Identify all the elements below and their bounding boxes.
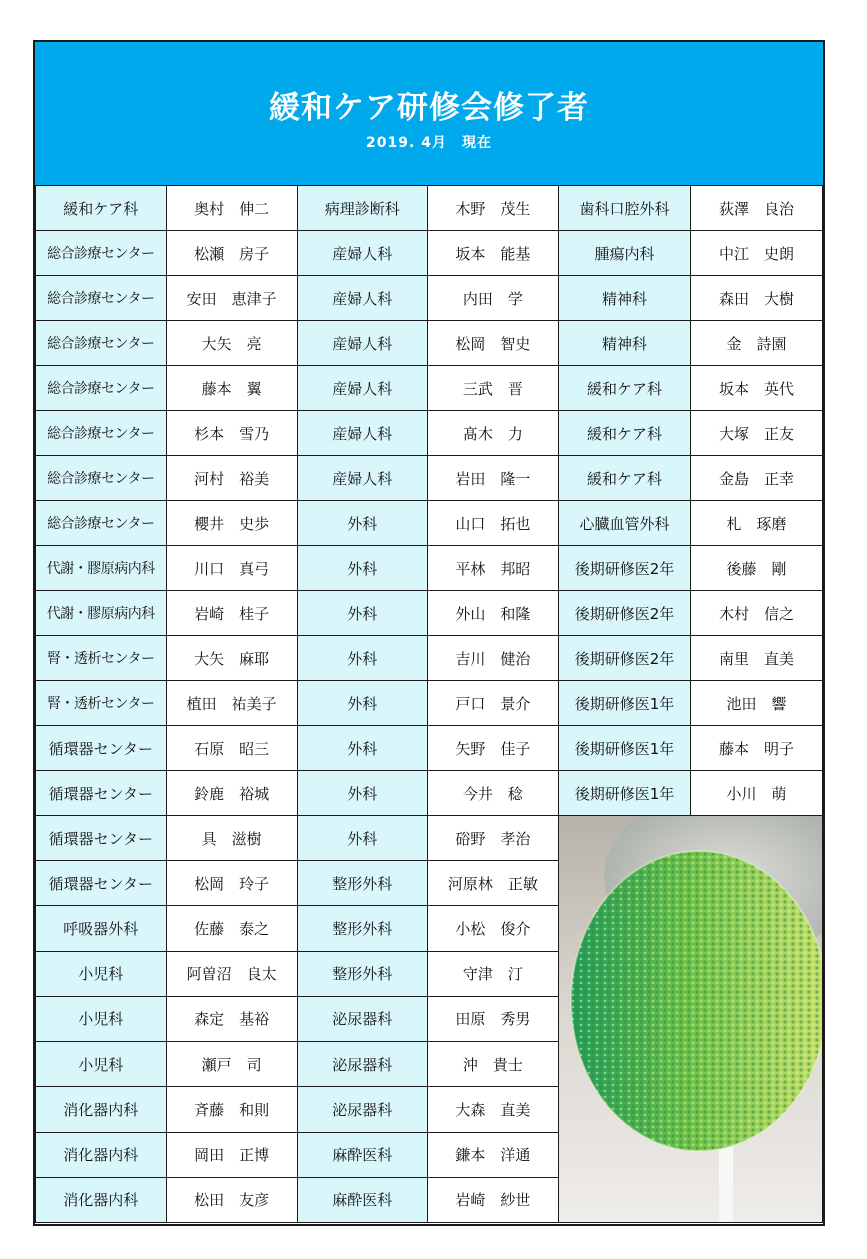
department-cell: 消化器内科 <box>36 1087 167 1132</box>
name-cell: 木野 茂生 <box>427 186 558 231</box>
name-cell: 安田 恵津子 <box>166 276 297 321</box>
name-cell: 田原 秀男 <box>427 996 558 1041</box>
table-row <box>36 546 823 591</box>
name-cell: 松岡 玲子 <box>166 861 297 906</box>
tree-sculpture-photo <box>559 816 822 1222</box>
roster-body <box>36 186 823 1223</box>
department-cell: 後期研修医1年 <box>558 726 690 771</box>
name-cell: 荻澤 良治 <box>690 186 822 231</box>
name-cell: 松田 友彦 <box>166 1177 297 1222</box>
department-cell: 産婦人科 <box>297 366 427 411</box>
name-cell: 札 琢磨 <box>690 501 822 546</box>
name-cell: 石原 昭三 <box>166 726 297 771</box>
name-cell: 佐藤 泰之 <box>166 906 297 951</box>
department-cell: 総合診療センター <box>36 456 167 501</box>
name-cell: 戸口 景介 <box>427 681 558 726</box>
department-cell: 消化器内科 <box>36 1132 167 1177</box>
department-cell: 整形外科 <box>297 861 427 906</box>
name-cell: 植田 祐美子 <box>166 681 297 726</box>
table-row <box>36 411 823 456</box>
department-cell: 整形外科 <box>297 951 427 996</box>
department-cell: 外科 <box>297 726 427 771</box>
name-cell: 森定 基裕 <box>166 996 297 1041</box>
name-cell: 岩崎 桂子 <box>166 591 297 636</box>
department-cell: 病理診断科 <box>297 186 427 231</box>
name-cell: 櫻井 史歩 <box>166 501 297 546</box>
name-cell: 鈴鹿 裕城 <box>166 771 297 816</box>
name-cell: 沖 貴士 <box>427 1042 558 1087</box>
name-cell: 守津 汀 <box>427 951 558 996</box>
page-subtitle: 2019. 4月 現在 <box>366 135 492 151</box>
department-cell: 産婦人科 <box>297 231 427 276</box>
name-cell: 後藤 剛 <box>690 546 822 591</box>
department-cell: 循環器センター <box>36 861 167 906</box>
department-cell: 総合診療センター <box>36 231 167 276</box>
name-cell: 岩田 隆一 <box>427 456 558 501</box>
department-cell: 腫瘍内科 <box>558 231 690 276</box>
name-cell: 山口 拓也 <box>427 501 558 546</box>
department-cell: 精神科 <box>558 321 690 366</box>
department-cell: 後期研修医2年 <box>558 636 690 681</box>
name-cell: 大塚 正友 <box>690 411 822 456</box>
page-title: 緩和ケア研修会修了者 <box>269 90 589 126</box>
department-cell: 後期研修医1年 <box>558 681 690 726</box>
department-cell: 小児科 <box>36 996 167 1041</box>
name-cell: 川口 真弓 <box>166 546 297 591</box>
name-cell: 岩崎 紗世 <box>427 1177 558 1222</box>
table-row <box>36 231 823 276</box>
department-cell: 総合診療センター <box>36 411 167 456</box>
name-cell: 岡田 正博 <box>166 1132 297 1177</box>
department-cell: 麻酔医科 <box>297 1177 427 1222</box>
name-cell: 坂本 能基 <box>427 231 558 276</box>
name-cell: 奥村 伸二 <box>166 186 297 231</box>
name-cell: 杉本 雪乃 <box>166 411 297 456</box>
name-cell: 瀬戸 司 <box>166 1042 297 1087</box>
department-cell: 総合診療センター <box>36 321 167 366</box>
department-cell: 小児科 <box>36 951 167 996</box>
department-cell: 後期研修医1年 <box>558 771 690 816</box>
table-row <box>36 681 823 726</box>
department-cell: 麻酔医科 <box>297 1132 427 1177</box>
name-cell: 具 滋樹 <box>166 816 297 861</box>
department-cell: 腎・透析センター <box>36 681 167 726</box>
name-cell: 外山 和隆 <box>427 591 558 636</box>
name-cell: 髙木 力 <box>427 411 558 456</box>
department-cell: 腎・透析センター <box>36 636 167 681</box>
name-cell: 斉藤 和則 <box>166 1087 297 1132</box>
name-cell: 大矢 亮 <box>166 321 297 366</box>
header-banner <box>35 42 823 187</box>
department-cell: 後期研修医2年 <box>558 591 690 636</box>
roster-sheet <box>33 40 825 1226</box>
department-cell: 外科 <box>297 636 427 681</box>
table-row <box>36 276 823 321</box>
name-cell: 河村 裕美 <box>166 456 297 501</box>
name-cell: 森田 大樹 <box>690 276 822 321</box>
name-cell: 松岡 智史 <box>427 321 558 366</box>
name-cell: 大矢 麻耶 <box>166 636 297 681</box>
department-cell: 泌尿器科 <box>297 996 427 1041</box>
department-cell: 後期研修医2年 <box>558 546 690 591</box>
name-cell: 藤本 明子 <box>690 726 822 771</box>
department-cell: 歯科口腔外科 <box>558 186 690 231</box>
name-cell: 中江 史朗 <box>690 231 822 276</box>
department-cell: 代謝・膠原病内科 <box>36 546 167 591</box>
table-row <box>36 591 823 636</box>
table-row <box>36 456 823 501</box>
table-row <box>36 186 823 231</box>
department-cell: 産婦人科 <box>297 411 427 456</box>
department-cell: 総合診療センター <box>36 276 167 321</box>
table-row <box>36 771 823 816</box>
name-cell: 三武 晋 <box>427 366 558 411</box>
department-cell: 外科 <box>297 546 427 591</box>
department-cell: 外科 <box>297 681 427 726</box>
department-cell: 小児科 <box>36 1042 167 1087</box>
department-cell: 緩和ケア科 <box>558 456 690 501</box>
name-cell: 内田 学 <box>427 276 558 321</box>
department-cell: 循環器センター <box>36 771 167 816</box>
name-cell: 大森 直美 <box>427 1087 558 1132</box>
department-cell: 外科 <box>297 591 427 636</box>
table-row <box>36 366 823 411</box>
department-cell: 精神科 <box>558 276 690 321</box>
name-cell: 小川 萌 <box>690 771 822 816</box>
table-row <box>36 321 823 366</box>
name-cell: 今井 稔 <box>427 771 558 816</box>
table-row <box>36 726 823 771</box>
department-cell: 緩和ケア科 <box>558 411 690 456</box>
name-cell: 鎌本 洋通 <box>427 1132 558 1177</box>
name-cell: 金 詩園 <box>690 321 822 366</box>
name-cell: 阿曽沼 良太 <box>166 951 297 996</box>
department-cell: 循環器センター <box>36 816 167 861</box>
department-cell: 整形外科 <box>297 906 427 951</box>
department-cell: 泌尿器科 <box>297 1087 427 1132</box>
department-cell: 産婦人科 <box>297 456 427 501</box>
name-cell: 矢野 佳子 <box>427 726 558 771</box>
department-cell: 緩和ケア科 <box>36 186 167 231</box>
name-cell: 池田 響 <box>690 681 822 726</box>
department-cell: 外科 <box>297 501 427 546</box>
table-row <box>36 501 823 546</box>
department-cell: 外科 <box>297 771 427 816</box>
department-cell: 消化器内科 <box>36 1177 167 1222</box>
name-cell: 藤本 翼 <box>166 366 297 411</box>
table-row <box>36 636 823 681</box>
department-cell: 泌尿器科 <box>297 1042 427 1087</box>
department-cell: 外科 <box>297 816 427 861</box>
table-row <box>36 816 823 861</box>
name-cell: 河原林 正敏 <box>427 861 558 906</box>
name-cell: 吉川 健治 <box>427 636 558 681</box>
name-cell: 小松 俊介 <box>427 906 558 951</box>
department-cell: 循環器センター <box>36 726 167 771</box>
name-cell: 金島 正幸 <box>690 456 822 501</box>
department-cell: 心臓血管外科 <box>558 501 690 546</box>
name-cell: 平林 邦昭 <box>427 546 558 591</box>
name-cell: 南里 直美 <box>690 636 822 681</box>
department-cell: 産婦人科 <box>297 276 427 321</box>
department-cell: 総合診療センター <box>36 366 167 411</box>
name-cell: 松瀬 房子 <box>166 231 297 276</box>
department-cell: 緩和ケア科 <box>558 366 690 411</box>
name-cell: 坂本 英代 <box>690 366 822 411</box>
name-cell: 木村 信之 <box>690 591 822 636</box>
department-cell: 総合診療センター <box>36 501 167 546</box>
department-cell: 呼吸器外科 <box>36 906 167 951</box>
tree-sculpture-photo-cell <box>558 816 822 1223</box>
name-cell: 硲野 孝治 <box>427 816 558 861</box>
roster-table <box>35 185 823 1223</box>
department-cell: 代謝・膠原病内科 <box>36 591 167 636</box>
department-cell: 産婦人科 <box>297 321 427 366</box>
